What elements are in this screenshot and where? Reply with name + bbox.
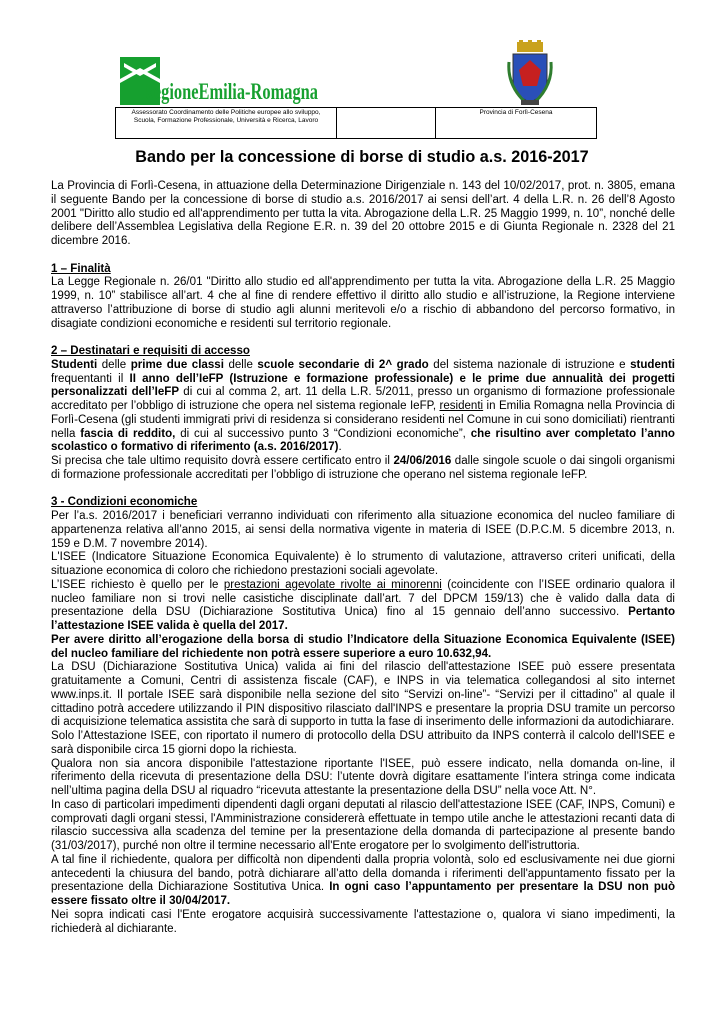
intro-paragraph: La Provincia di Forlì-Cesena, in attuazione della Determinazione Dirigenziale n. 143 del 10/02/2017, prot. n. 3805, emana il seguente Bando per la concessione di borse di studio a.s. 2016/2017 ai sensi dell’art. 4 della L.R. n. 26 dell’8 Agosto 2001 "Diritto allo studio ed all'apprendimento per tutta la vita. Abrogazione della L.R. 25 Maggio 1999, n. 10”, nonché delle delibere dell’Assemblea Legislativa della Regione E.R. n. 39 del 20 ottobre 2015 e di Giunta Regionale n. 2328 del 21 dicembre 2016.	[51, 180, 675, 247]
document-body	[51, 180, 675, 936]
section-3-paragraph-3: L’ISEE richiesto è quello per le prestazioni agevolate rivolte ai minorenni (coincidente con l’ISEE ordinario qualora il nucleo familiare non si trovi nelle casistiche disciplinate dall’art. 7 del DPCM 159/13) che è valido dalla data di presentazione della DSU (Dichiarazione Sostitutiva Unica) fino al 15 gennaio dell’anno successivo. Pertanto l’attestazione ISEE valida è quella del 2017.	[51, 578, 676, 632]
header-right-cell: Provincia di Forlì-Cesena	[436, 108, 597, 139]
section-2-paragraph-2: Si precisa che tale ultimo requisito dovrà essere certificato entro il 24/06/2016 dalle singole scuole o dai singoli organismi di formazione professionale accreditati per l’obbligo di istruzione che operano nel sistema regionale IeFP.	[51, 455, 675, 481]
section-3-paragraph-1: Per l’a.s. 2016/2017 i beneficiari verranno individuati con riferimento alla situazione economica del nucleo familiare di appartenenza relativa all’anno 2015, ai sensi della normativa vigente in materia di ISEE (D.P.C.M. 5 dicembre 2013, n. 159 e D.M. 7 novembre 2014).	[51, 510, 675, 550]
section-3-paragraph-6: Solo l’Attestazione ISEE, con riportato il numero di protocollo della DSU attribuito da INPS conterrà il calcolo dell'ISEE e sarà disponibile circa 15 giorni dopo la richiesta.	[51, 730, 675, 756]
section-3-paragraph-4: Per avere diritto all’erogazione della borsa di studio l’Indicatore della Situazione Economica Equivalente (ISEE) del nucleo familiare del richiedente non potrà essere superiore a euro 10.632,94.	[51, 633, 675, 660]
section-1-heading: 1 – Finalità	[51, 262, 111, 275]
section-3-heading: 3 - Condizioni economiche	[51, 496, 198, 509]
section-3-paragraph-7: Qualora non sia ancora disponibile l'attestazione riportante l'ISEE, può essere indicato, nella domanda on-line, il riferimento della ricevuta di presentazione della DSU: l’utente dovrà digitare esattamente l’intera stringa come indicata nell’ultima pagina della DSU al riquadro “ricevuta attestante la presentazione della DSU” nella voce Att. N°.	[51, 757, 675, 797]
section-3-paragraph-10: Nei sopra indicati casi l'Ente erogatore acquisirà successivamente l'attestazione o, qualora vi siano impedimenti, la richiederà al dichiarante.	[51, 908, 675, 935]
provincia-crest-icon	[507, 40, 553, 107]
header-empty-cell	[337, 108, 436, 139]
logo-text: RegioneEmilia-Romagna	[142, 79, 319, 104]
section-2-paragraph-1: Studenti delle prime due classi delle scuole secondarie di 2^ grado del sistema nazionale di istruzione e studenti frequentanti il II anno dell’IeFP (Istruzione e formazione professionale) e le prime due annualità dei progetti personalizzati dell’IeFP di cui al comma 2, art. 11 della L.R. 5/2011, presso un organismo di formazione professionale accreditato per l’obbligo di istruzione che opera nel sistema regionale IeFP, residenti in Emilia Romagna nella Provincia di Forlì-Cesena (gli studenti immigrati privi di residenza si considerano residenti nel Comune in cui sono domiciliati) rientranti nella fascia di reddito, di cui al successivo punto 3 “Condizioni economiche”, che risultino aver completato l’anno scolastico o formativo di riferimento (a.s. 2016/2017).	[51, 358, 675, 454]
page-title: Bando per la concessione di borse di studio a.s. 2016-2017	[135, 148, 589, 166]
header-table	[115, 107, 597, 139]
section-3-paragraph-8: In caso di particolari impedimenti dipendenti dagli organi deputati al rilascio dell'attestazione ISEE (CAF, INPS, Comuni) e comprovati dagli organi stessi, l'Amministrazione considererà effettuate in tempo utile anche le attestazioni recanti data di rilascio successiva alla scadenza del temine per la presentazione della domanda di partecipazione al presente bando (31/03/2017), purché non oltre il termine necessario all'Ente erogatore per lo svolgimento dell'istruttoria.	[51, 798, 675, 852]
section-3-paragraph-2: L'ISEE (Indicatore Situazione Economica Equivalente) è lo strumento di valutazione, attraverso criteri unificati, della situazione economica di coloro che richiedono prestazioni sociali agevolate.	[51, 551, 675, 577]
regione-emilia-romagna-logo	[120, 57, 320, 105]
section-2-heading: 2 – Destinatari e requisiti di accesso	[51, 345, 250, 357]
section-3-paragraph-5: La DSU (Dichiarazione Sostitutiva Unica) valida ai fini del rilascio dell'attestazione ISEE può essere presentata gratuitamente a Comuni, Centri di assistenza fiscale (CAF), e INPS in via telematica collegandosi al sito internet www.inps.it. Il portale ISEE sarà disponibile nella sezione del sito “Servizi on-line”- “Servizi per il cittadino” al quale il cittadino potrà accedere utilizzando il PIN dispositivo rilasciato dall'INPS e presentare la propria DSU tramite un percorso di acquisizione telematica assistita che sarà di supporto in tutta la fase di inserimento delle informazioni da autodichiarare.	[51, 661, 675, 729]
section-3-paragraph-9: A tal fine il richiedente, qualora per difficoltà non dipendenti dalla propria volontà, solo ed esclusivamente nei due giorni antecedenti la chiusura del bando, potrà dichiarare all’atto della domanda i riferimenti dell'appuntamento fissato per la presentazione della Dichiarazione Sostitutiva Unica. In ogni caso l’appuntamento per presentare la DSU non può essere fissato oltre il 30/04/2017.	[51, 853, 675, 907]
section-1-text: La Legge Regionale n. 26/01 "Diritto allo studio ed all'apprendimento per tutta la vita. Abrogazione della L.R. 25 Maggio 1999, n. 10” stabilisce all’art. 4 che al fine di rendere effettivo il diritto allo studio e all’istruzione, la Regione interviene attraverso l’attribuzione di borse di studio agli alunni meritevoli e/o a rischio di abbandono del percorso formativo, in disagiate condizioni economiche e residenti sul territorio regionale.	[51, 276, 675, 330]
header-left-cell: Assessorato Coordinamento delle Politiche europee allo sviluppo, Scuola, Formazione Professionale, Università e Ricerca, Lavoro	[116, 108, 337, 139]
